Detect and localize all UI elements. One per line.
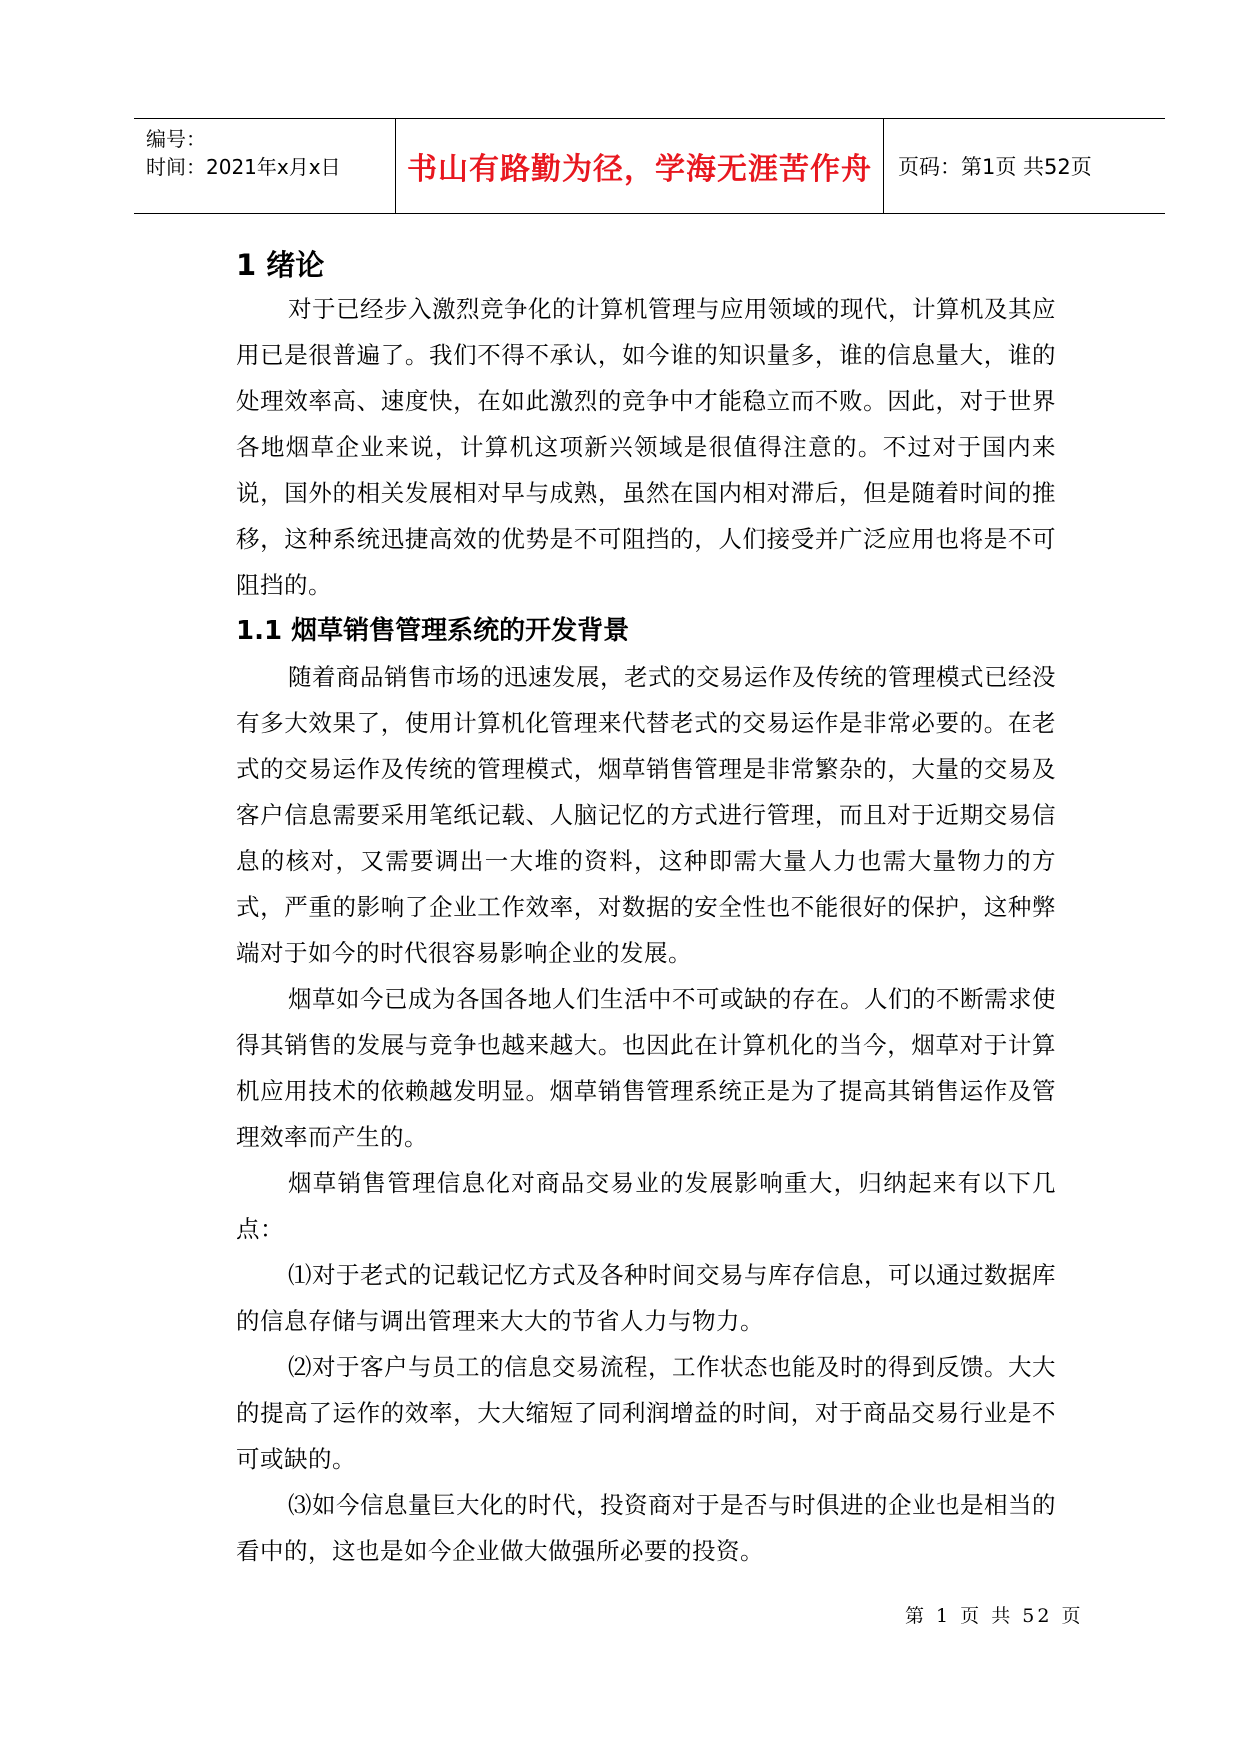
list-item-3: ⑶如今信息量巨大化的时代，投资商对于是否与时俱进的企业也是相当的看中的，这也是如今企业做大做强所必要的投资。 (236, 1491, 1056, 1565)
document-header (134, 118, 1165, 214)
page-footer-number: 第 1 页 共 52 页 (905, 1605, 1084, 1627)
subsection-title: 1.1 烟草销售管理系统的开发背景 (236, 616, 630, 646)
list-item-2: ⑵对于客户与员工的信息交易流程，工作状态也能及时的得到反馈。大大的提高了运作的效率，大大缩短了同利润增益的时间，对于商品交易行业是不可或缺的。 (236, 1353, 1056, 1473)
section-title: 1 绪论 (236, 248, 325, 282)
document-number-label: 编号： (146, 127, 206, 151)
header-page-code: 页码：第1页 共52页 (898, 155, 1092, 179)
header-info-cell (134, 119, 396, 213)
paragraph-impact-summary: 烟草销售管理信息化对商品交易业的发展影响重大，归纳起来有以下几点： (236, 1169, 1056, 1243)
list-item-1: ⑴对于老式的记载记忆方式及各种时间交易与库存信息，可以通过数据库的信息存储与调出管理来大大的节省人力与物力。 (236, 1261, 1056, 1335)
document-body (236, 244, 1056, 1574)
header-motto-cell (396, 119, 884, 213)
section-intro-paragraph: 对于已经步入激烈竞争化的计算机管理与应用领域的现代，计算机及其应用已是很普遍了。我们不得不承认，如今谁的知识量多，谁的信息量大，谁的处理效率高、速度快，在如此激烈的竞争中才能稳立而不败。因此，对于世界各地烟草企业来说，计算机这项新兴领域是很值得注意的。不过对于国内来说，国外的相关发展相对早与成熟，虽然在国内相对滞后，但是随着时间的推移，这种系统迅捷高效的优势是不可阻挡的，人们接受并广泛应用也将是不可阻挡的。 (236, 295, 1056, 599)
header-page-cell (884, 119, 1165, 213)
header-motto: 书山有路勤为径，学海无涯苦作舟 (407, 152, 872, 187)
paragraph-tobacco-demand: 烟草如今已成为各国各地人们生活中不可或缺的存在。人们的不断需求使得其销售的发展与竞争也越来越大。也因此在计算机化的当今，烟草对于计算机应用技术的依赖越发明显。烟草销售管理系统正是为了提高其销售运作及管理效率而产生的。 (236, 985, 1056, 1151)
paragraph-background: 随着商品销售市场的迅速发展，老式的交易运作及传统的管理模式已经没有多大效果了，使用计算机化管理来代替老式的交易运作是非常必要的。在老式的交易运作及传统的管理模式，烟草销售管理是非常繁杂的，大量的交易及客户信息需要采用笔纸记载、人脑记忆的方式进行管理，而且对于近期交易信息的核对，又需要调出一大堆的资料，这种即需大量人力也需大量物力的方式，严重的影响了企业工作效率，对数据的安全性也不能很好的保护，这种弊端对于如今的时代很容易影响企业的发展。 (236, 663, 1056, 967)
document-time-label: 时间：2021年x月x日 (146, 155, 341, 179)
